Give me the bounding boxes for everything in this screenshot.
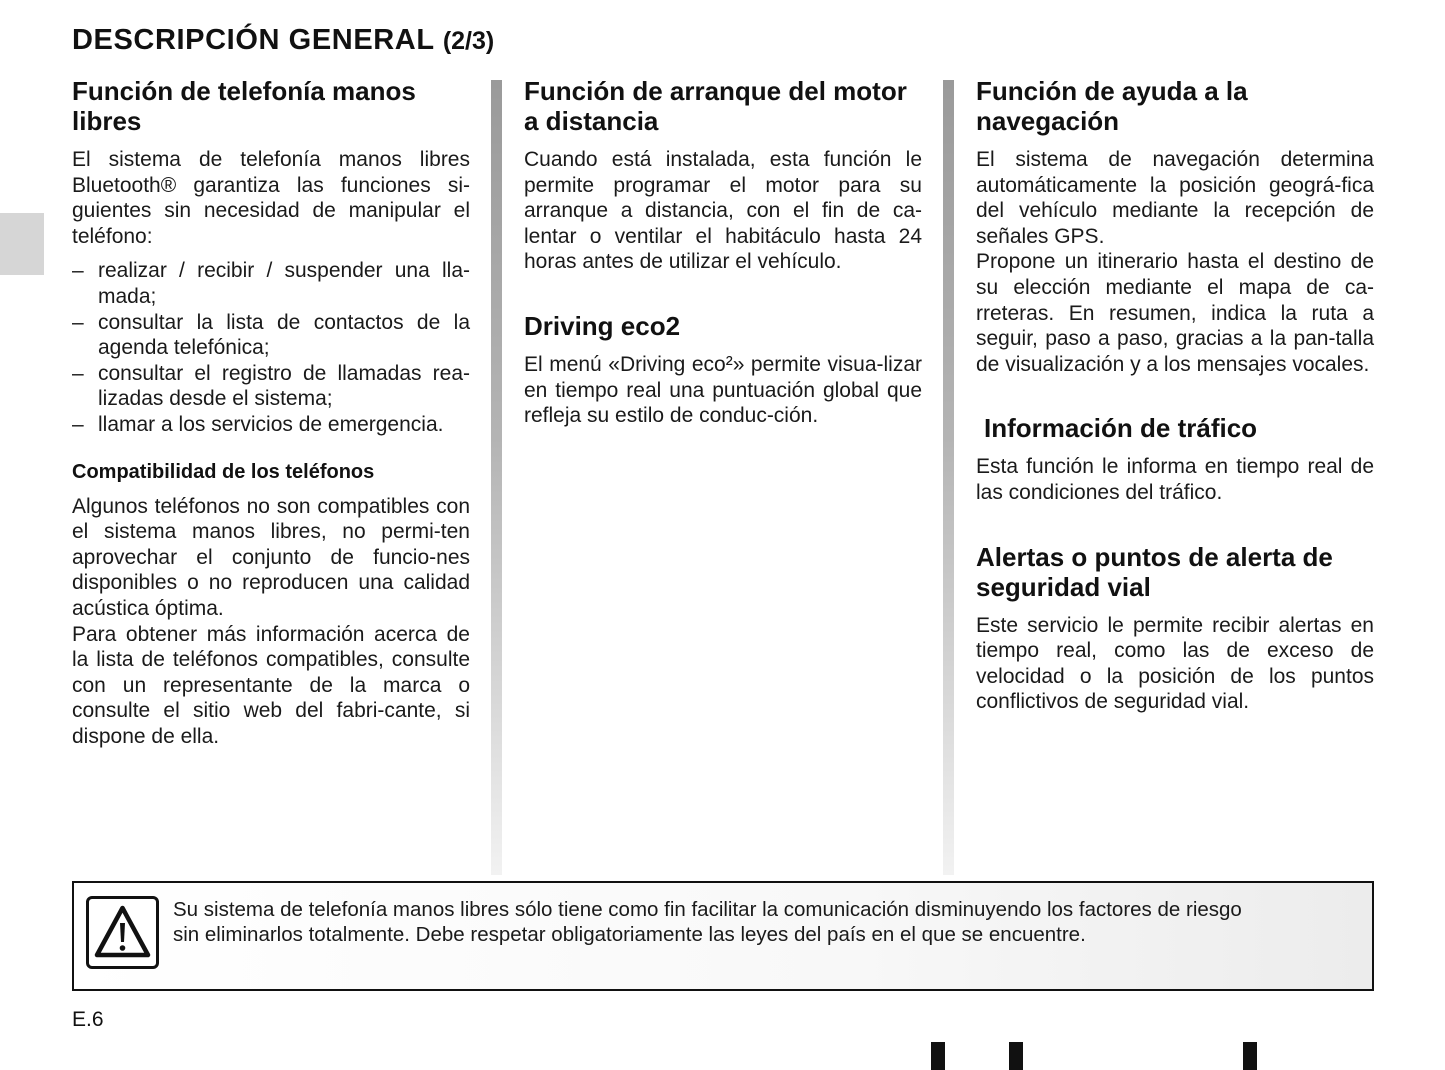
warning-text-line-2: sin eliminarlos totalmente. Debe respetar obligatoriamente las leyes del país en el que se encuentre. — [173, 923, 1086, 946]
list-item: – consultar el registro de llamadas rea-lizadas desde el sistema; — [72, 361, 470, 412]
remote-start-text: Cuando está instalada, esta función le permite programar el motor para su arranque a distancia, con el fin de ca-lentar o ventilar el habitáculo hasta 24 horas antes de utilizar el vehículo. — [524, 148, 922, 274]
column-divider — [491, 80, 502, 875]
crop-mark — [1009, 1042, 1023, 1070]
safety-alerts-text: Este servicio le permite recibir alertas en tiempo real, como las de exceso de velocidad o la posición de los puntos conflictivos de seguridad vial. — [976, 613, 1374, 714]
page-title — [72, 24, 494, 57]
page-title-text: DESCRIPCIÓN GENERAL — [72, 24, 435, 56]
column-remote-start — [524, 76, 922, 429]
warning-triangle-icon — [86, 896, 159, 969]
compatibility-paragraph-2: Para obtener más información acerca de la lista de teléfonos compatibles, consulte con un representante de la marca o consulte el sitio web del fabri-cante, si dispone de ella. — [72, 622, 470, 748]
heading-driving-eco2: Driving eco2 — [524, 310, 681, 341]
navigation-text-2: Propone un itinerario hasta el destino de su elección mediante el mapa de ca-rreteras. En resumen, indica la ruta a seguir, paso a paso, gracias a la pan-talla de visualización y a los mensajes vocales. — [976, 250, 1374, 376]
page-title-suffix: (2/3) — [442, 27, 495, 55]
crop-mark — [931, 1042, 945, 1070]
driving-eco2-text: El menú «Driving eco²» permite visua-lizar en tiempo real una puntuación global que refleja su estilo de conduc-ción. — [524, 352, 922, 428]
warning-text — [173, 897, 1363, 947]
heading-phone-compatibility: Compatibilidad de los teléfonos — [72, 460, 375, 483]
traffic-info-text: Esta función le informa en tiempo real de las condiciones del tráfico. — [976, 455, 1374, 504]
list-item: – llamar a los servicios de emergencia. — [72, 412, 470, 438]
warning-text-line-1: Su sistema de telefonía manos libres sólo tiene como fin facilitar la comunicación disminuyendo los factores de riesgo — [173, 898, 1242, 921]
heading-traffic-info: Información de tráfico — [984, 413, 1258, 444]
heading-safety-alerts: Alertas o puntos de alerta de seguridad vial — [976, 541, 1333, 602]
heading-remote-start: Función de arranque del motor a distancia — [524, 76, 907, 136]
warning-box — [72, 881, 1374, 991]
list-item: – consultar la lista de contactos de la agenda telefónica; — [72, 310, 470, 361]
column-divider — [943, 80, 954, 875]
list-item: – realizar / recibir / suspender una lla-mada; — [72, 258, 470, 309]
handsfree-intro: El sistema de telefonía manos libres Bluetooth® garantiza las funciones si-guientes sin necesidad de manipular el teléfono: — [72, 148, 470, 248]
heading-navigation: Función de ayuda a la navegación — [976, 76, 1248, 136]
page-number: E.6 — [72, 1008, 104, 1031]
column-navigation — [976, 76, 1374, 715]
heading-handsfree: Función de telefonía manos libres — [72, 76, 416, 136]
crop-mark — [1243, 1042, 1257, 1070]
section-tab-marker — [0, 213, 44, 275]
column-handsfree — [72, 76, 470, 749]
navigation-text-1: El sistema de navegación determina automáticamente la posición geográ-fica del vehículo mediante la recepción de señales GPS. — [976, 148, 1374, 248]
compatibility-paragraph-1: Algunos teléfonos no son compatibles con el sistema manos libres, no permi-ten aprovechar el conjunto de funcio-nes disponibles o no reproducen una calidad acústica óptima. — [72, 494, 470, 620]
handsfree-function-list — [72, 258, 470, 437]
